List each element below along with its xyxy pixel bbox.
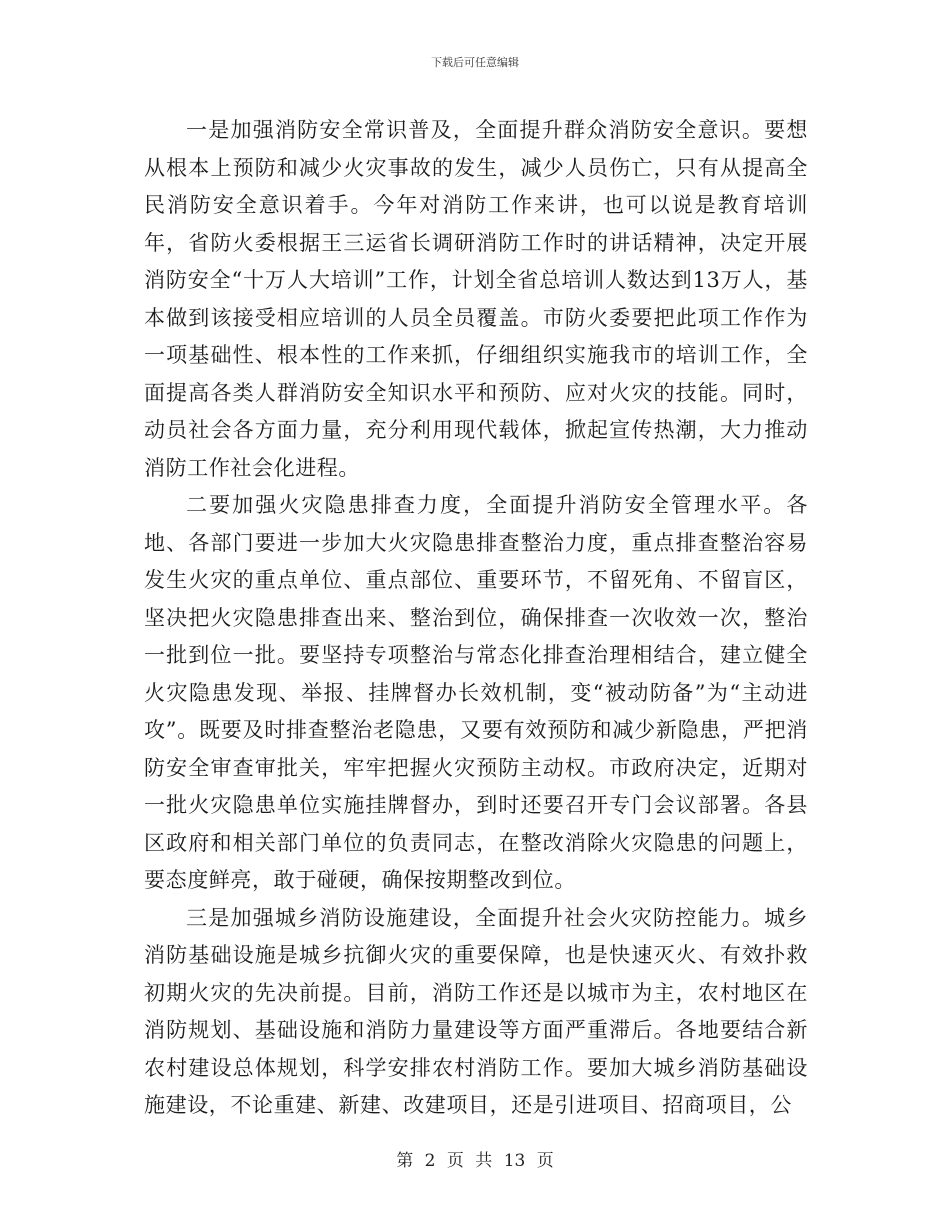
paragraph-3: 三是加强城乡消防设施建设，全面提升社会火灾防控能力。城乡消防基础设施是城乡抗御火灾的重要保障，也是快速灭火、有效扑救初期火灾的先决前提。目前，消防工作还是以城市为主，农村地区在消防规划、基础设施和消防力量建设等方面严重滞后。各地要结合新农村建设总体规划，科学安排农村消防工作。要加大城乡消防基础设施建设，不论重建、新建、改建项目，还是引进项目、招商项目，公: [144, 905, 808, 1117]
paragraph-2: 二要加强火灾隐患排查力度，全面提升消防安全管理水平。各地、各部门要进一步加大火灾隐患排查整治力度，重点排查整治容易发生火灾的重点单位、重点部位、重要环节，不留死角、不留盲区，坚决把火灾隐患排查出来、整治到位，确保排查一次收效一次，整治一批到位一批。要坚持专项整治与常态化排查治理相结合，建立健全火灾隐患发现、举报、挂牌督办长效机制，变“被动防备”为“主动进攻”。既要及时排查整治老隐患，又要有效预防和减少新隐患，严把消防安全审查审批关，牢牢把握火灾预防主动权。市政府决定，近期对一批火灾隐患单位实施挂牌督办，到时还要召开专门会议部署。各县区政府和相关部门单位的负责同志，在整改消除火灾隐患的问题上，要态度鲜亮，敢于碰硬，确保按期整改到位。: [144, 493, 808, 892]
page-header: 下载后可任意编辑: [431, 56, 519, 69]
page-footer: 第 2 页 共 13 页: [396, 1151, 554, 1171]
document-body: [144, 112, 808, 1125]
paragraph-1: 一是加强消防安全常识普及，全面提升群众消防安全意识。要想从根本上预防和减少火灾事故的发生，减少人员伤亡，只有从提高全民消防安全意识着手。今年对消防工作来讲，也可以说是教育培训年，省防火委根据王三运省长调研消防工作时的讲话精神，决定开展消防安全“十万人大培训”工作，计划全省总培训人数达到13万人，基本做到该接受相应培训的人员全员覆盖。市防火委要把此项工作作为一项基础性、根本性的工作来抓，仔细组织实施我市的培训工作，全面提高各类人群消防安全知识水平和预防、应对火灾的技能。同时，动员社会各方面力量，充分利用现代载体，掀起宣传热潮，大力推动消防工作社会化进程。: [144, 118, 808, 480]
